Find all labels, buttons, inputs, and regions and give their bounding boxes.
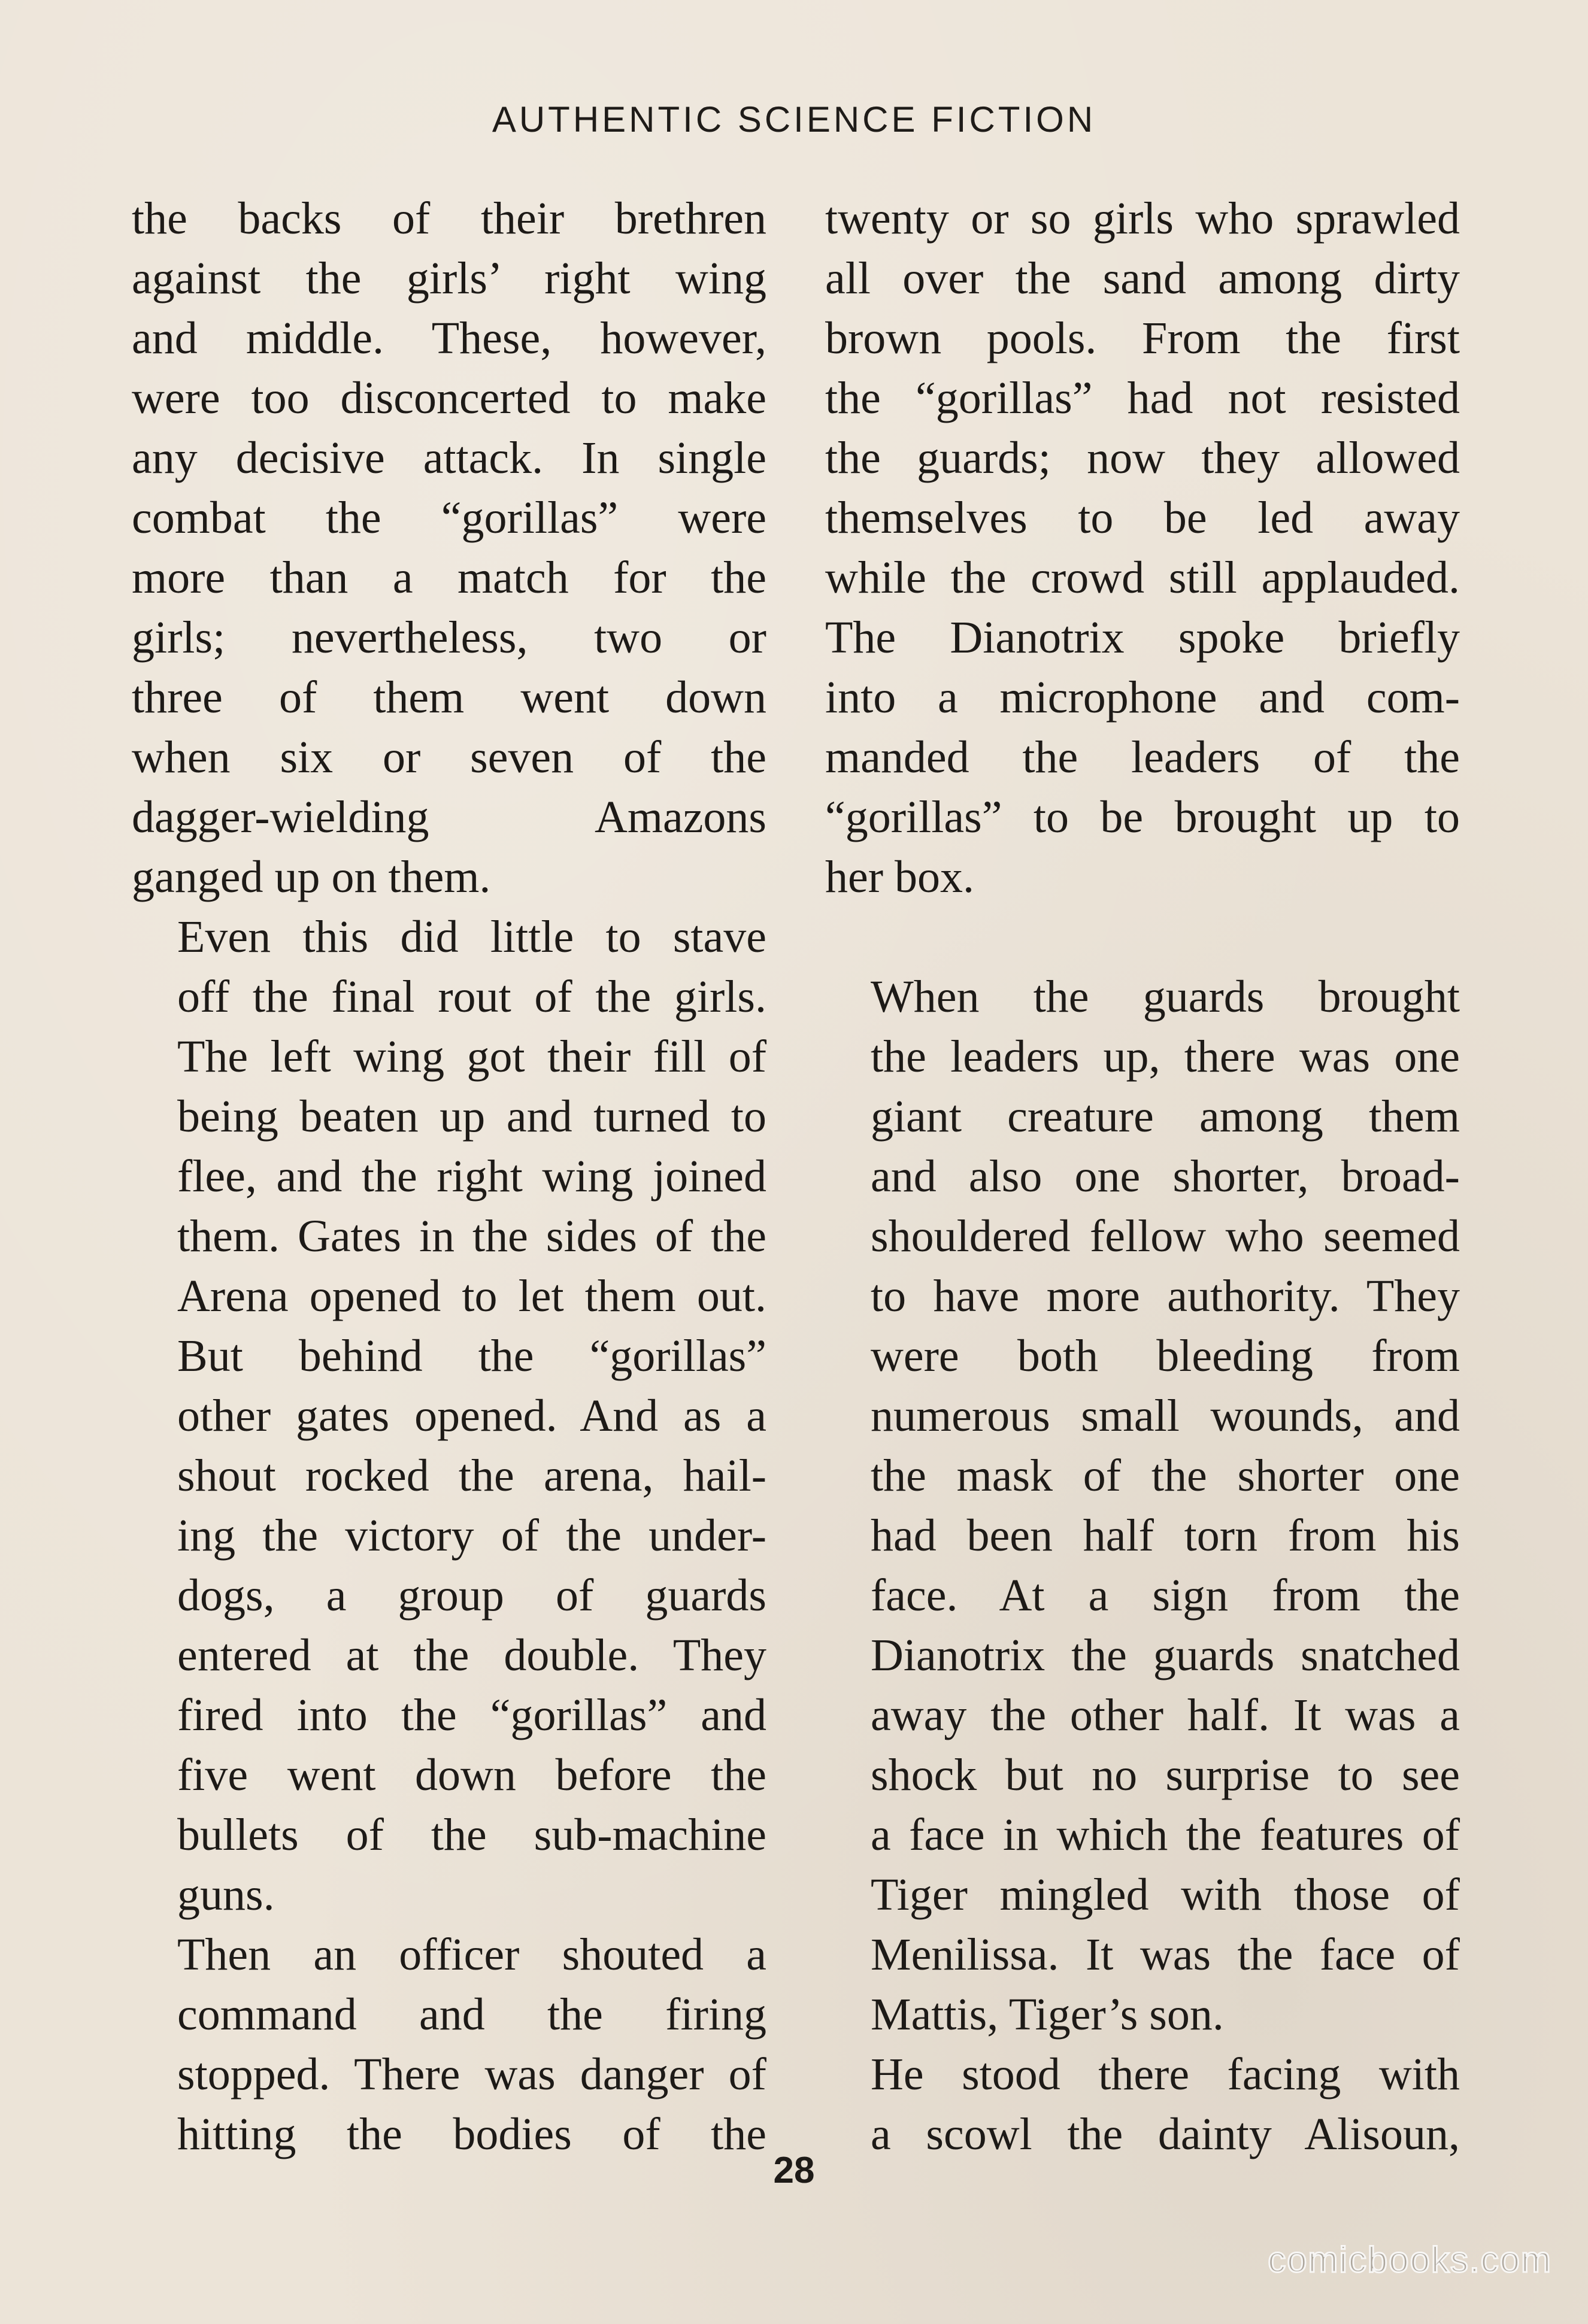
text-line: being beaten up and turned to <box>177 1091 766 1142</box>
text-line: her box. <box>825 852 975 902</box>
paragraph <box>825 189 1460 907</box>
text-line: a face in which the features of <box>871 1810 1460 1860</box>
text-line: Mattis, Tiger’s son. <box>871 1989 1224 2040</box>
text-line: command and the firing <box>177 1989 766 2040</box>
watermark-logo: comicbooks.com <box>1268 2240 1552 2280</box>
text-line: when six or seven of the <box>132 732 766 782</box>
text-line: fired into the “gorillas” and <box>177 1690 766 1740</box>
text-line: manded the leaders of the <box>825 732 1460 782</box>
text-line: all over the sand among dirty <box>825 253 1460 304</box>
text-line: The left wing got their fill of <box>177 1031 766 1082</box>
text-line: while the crowd still applauded. <box>825 553 1460 603</box>
page-number: 28 <box>773 2150 815 2191</box>
text-line: Dianotrix the guards snatched <box>871 1630 1460 1680</box>
paragraph <box>132 1925 766 2164</box>
text-line: were both bleeding from <box>871 1331 1460 1381</box>
text-line: brown pools. From the first <box>825 313 1460 363</box>
text-line: away the other half. It was a <box>871 1690 1460 1740</box>
text-line: themselves to be led away <box>825 493 1460 543</box>
text-line: numerous small wounds, and <box>871 1391 1460 1441</box>
paragraph <box>132 189 766 907</box>
paragraph <box>825 967 1460 2044</box>
text-line: ganged up on them. <box>132 852 491 902</box>
text-line: the guards; now they allowed <box>825 433 1460 483</box>
text-line: Even this did little to stave <box>177 912 766 962</box>
text-line: face. At a sign from the <box>871 1570 1460 1621</box>
text-line: guns. <box>177 1870 275 1920</box>
paragraph <box>132 907 766 1925</box>
text-line: and also one shorter, broad- <box>871 1151 1460 1202</box>
text-line: girls; nevertheless, two or <box>132 612 766 663</box>
text-line: giant creature among them <box>871 1091 1460 1142</box>
text-line: them. Gates in the sides of the <box>177 1211 766 1261</box>
text-line: more than a match for the <box>132 553 766 603</box>
text-line: five went down before the <box>177 1750 766 1800</box>
paragraph <box>825 2044 1460 2164</box>
text-line: to have more authority. They <box>871 1271 1460 1321</box>
text-line: into a microphone and com- <box>825 672 1460 723</box>
text-line: shock but no surprise to see <box>871 1750 1460 1800</box>
running-head: AUTHENTIC SCIENCE FICTION <box>492 99 1096 139</box>
text-line: the backs of their brethren <box>132 193 766 244</box>
text-line: shout rocked the arena, hail- <box>177 1451 766 1501</box>
text-line: a scowl the dainty Alisoun, <box>871 2109 1460 2159</box>
text-line: ing the victory of the under- <box>177 1510 766 1561</box>
text-line: Then an officer shouted a <box>177 1929 766 1980</box>
text-line: and middle. These, however, <box>132 313 766 363</box>
text-line: any decisive attack. In single <box>132 433 766 483</box>
left-column <box>132 189 766 2164</box>
text-line: Menilissa. It was the face of <box>871 1929 1460 1980</box>
text-line: the mask of the shorter one <box>871 1451 1460 1501</box>
text-line: But behind the “gorillas” <box>177 1331 766 1381</box>
text-line: dogs, a group of guards <box>177 1570 766 1621</box>
text-line: three of them went down <box>132 672 766 723</box>
text-line: dagger-wielding Amazons <box>132 792 766 842</box>
text-line: twenty or so girls who sprawled <box>825 193 1460 244</box>
text-line: bullets of the sub-machine <box>177 1810 766 1860</box>
text-line: stopped. There was danger of <box>177 2049 766 2100</box>
text-line: The Dianotrix spoke briefly <box>825 612 1460 663</box>
text-line: hitting the bodies of the <box>177 2109 766 2159</box>
text-line: were too disconcerted to make <box>132 373 766 423</box>
text-line: the “gorillas” had not resisted <box>825 373 1460 423</box>
right-column <box>825 189 1460 2164</box>
text-line: had been half torn from his <box>871 1510 1460 1561</box>
text-line: flee, and the right wing joined <box>177 1151 766 1202</box>
text-line: shouldered fellow who seemed <box>871 1211 1460 1261</box>
text-line: “gorillas” to be brought up to <box>825 792 1460 842</box>
text-line: other gates opened. And as a <box>177 1391 766 1441</box>
text-line: combat the “gorillas” were <box>132 493 766 543</box>
text-line: against the girls’ right wing <box>132 253 766 304</box>
text-line: Tiger mingled with those of <box>871 1870 1460 1920</box>
text-line: Arena opened to let them out. <box>177 1271 766 1321</box>
text-line: off the final rout of the girls. <box>177 972 766 1022</box>
text-line: entered at the double. They <box>177 1630 766 1680</box>
text-line: the leaders up, there was one <box>871 1031 1460 1082</box>
text-line: When the guards brought <box>871 972 1460 1022</box>
text-line: He stood there facing with <box>871 2049 1460 2100</box>
